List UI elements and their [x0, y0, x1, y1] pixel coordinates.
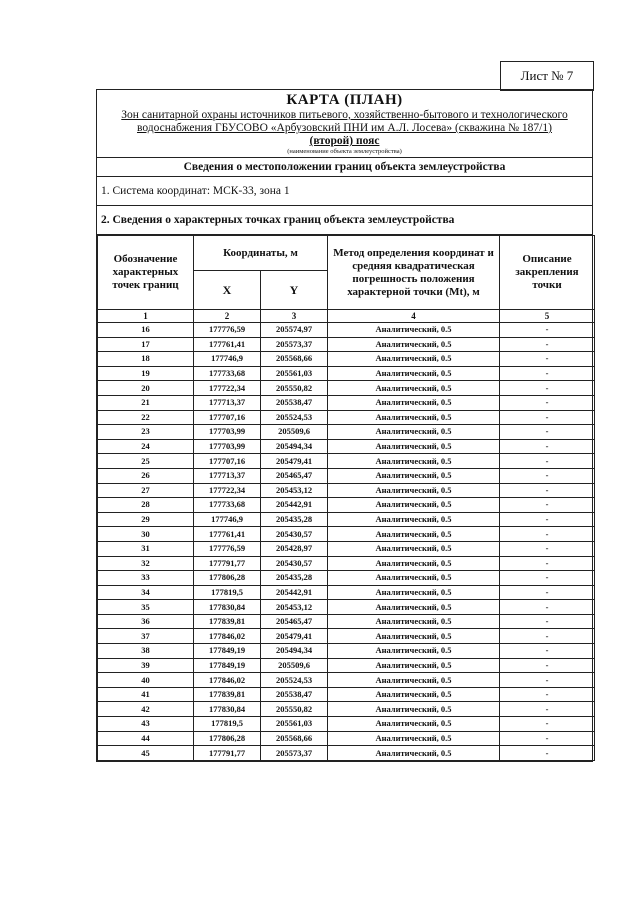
- column-number: 5: [500, 310, 595, 323]
- coord-x-cell: 177839,81: [194, 614, 261, 629]
- coord-y-cell: 205435,28: [261, 512, 328, 527]
- description-cell: -: [500, 614, 595, 629]
- table-row: [98, 717, 595, 732]
- header-x: X: [194, 271, 261, 310]
- coord-x-cell: 177713,37: [194, 468, 261, 483]
- coord-x-cell: 177746,9: [194, 352, 261, 367]
- point-number-cell: 26: [98, 468, 194, 483]
- coord-x-cell: 177733,68: [194, 366, 261, 381]
- table-row: [98, 527, 595, 542]
- point-number-cell: 20: [98, 381, 194, 396]
- coord-y-cell: 205509,6: [261, 425, 328, 440]
- method-cell: Аналитический, 0.5: [328, 658, 500, 673]
- method-cell: Аналитический, 0.5: [328, 585, 500, 600]
- point-number-cell: 43: [98, 717, 194, 732]
- method-cell: Аналитический, 0.5: [328, 498, 500, 513]
- coord-x-cell: 177761,41: [194, 527, 261, 542]
- point-number-cell: 25: [98, 454, 194, 469]
- coord-y-cell: 205479,41: [261, 454, 328, 469]
- coord-x-cell: 177733,68: [194, 498, 261, 513]
- method-cell: Аналитический, 0.5: [328, 439, 500, 454]
- point-number-cell: 18: [98, 352, 194, 367]
- method-cell: Аналитический, 0.5: [328, 571, 500, 586]
- point-number-cell: 42: [98, 702, 194, 717]
- table-row: [98, 352, 595, 367]
- method-cell: Аналитический, 0.5: [328, 483, 500, 498]
- method-cell: Аналитический, 0.5: [328, 673, 500, 688]
- coord-y-cell: 205428,97: [261, 541, 328, 556]
- description-cell: -: [500, 600, 595, 615]
- subtitle-line-1: Зон санитарной охраны источников питьевого, хозяйственно-бытового и технологического: [121, 109, 568, 121]
- point-number-cell: 40: [98, 673, 194, 688]
- coord-y-cell: 205568,66: [261, 731, 328, 746]
- header-designation: Обозначение характерных точек границ: [98, 236, 194, 310]
- object-note: (наименование объекта землеустройства): [287, 148, 402, 155]
- method-cell: Аналитический, 0.5: [328, 600, 500, 615]
- table-row: [98, 323, 595, 338]
- column-number: 4: [328, 310, 500, 323]
- table-row: [98, 629, 595, 644]
- coord-x-cell: 177791,77: [194, 556, 261, 571]
- document-header: [97, 90, 592, 158]
- coord-y-cell: 205524,53: [261, 673, 328, 688]
- point-number-cell: 36: [98, 614, 194, 629]
- point-number-cell: 27: [98, 483, 194, 498]
- table-row: [98, 498, 595, 513]
- section-title: Сведения о местоположении границ объекта землеустройства: [97, 158, 592, 177]
- coord-y-cell: 205538,47: [261, 687, 328, 702]
- coord-x-cell: 177707,16: [194, 454, 261, 469]
- header-method: Метод определения координат и средняя квадратическая погрешность положения характерной точки (Mt), м: [328, 236, 500, 310]
- coord-y-cell: 205442,91: [261, 585, 328, 600]
- method-cell: Аналитический, 0.5: [328, 687, 500, 702]
- table-row: [98, 687, 595, 702]
- description-cell: -: [500, 483, 595, 498]
- point-number-cell: 44: [98, 731, 194, 746]
- coord-y-cell: 205573,37: [261, 337, 328, 352]
- coord-y-cell: 205435,28: [261, 571, 328, 586]
- coord-y-cell: 205430,57: [261, 527, 328, 542]
- table-row: [98, 337, 595, 352]
- method-cell: Аналитический, 0.5: [328, 731, 500, 746]
- method-cell: Аналитический, 0.5: [328, 366, 500, 381]
- table-row: [98, 571, 595, 586]
- method-cell: Аналитический, 0.5: [328, 717, 500, 732]
- points-table: [97, 235, 595, 761]
- description-cell: -: [500, 731, 595, 746]
- coord-x-cell: 177713,37: [194, 395, 261, 410]
- table-row: [98, 746, 595, 761]
- description-cell: -: [500, 439, 595, 454]
- column-number: 1: [98, 310, 194, 323]
- method-cell: Аналитический, 0.5: [328, 410, 500, 425]
- description-cell: -: [500, 658, 595, 673]
- coord-x-cell: 177707,16: [194, 410, 261, 425]
- point-number-cell: 38: [98, 644, 194, 659]
- coord-x-cell: 177846,02: [194, 629, 261, 644]
- table-row: [98, 439, 595, 454]
- table-row: [98, 425, 595, 440]
- column-number: 3: [261, 310, 328, 323]
- table-row: [98, 366, 595, 381]
- method-cell: Аналитический, 0.5: [328, 556, 500, 571]
- point-number-cell: 30: [98, 527, 194, 542]
- header-description: Описание закрепления точки: [500, 236, 595, 310]
- method-cell: Аналитический, 0.5: [328, 395, 500, 410]
- description-cell: -: [500, 498, 595, 513]
- point-number-cell: 33: [98, 571, 194, 586]
- description-cell: -: [500, 352, 595, 367]
- coord-x-cell: 177722,34: [194, 381, 261, 396]
- point-number-cell: 29: [98, 512, 194, 527]
- coord-y-cell: 205465,47: [261, 614, 328, 629]
- point-number-cell: 31: [98, 541, 194, 556]
- table-row: [98, 381, 595, 396]
- zone-label: (второй) пояс: [309, 135, 380, 147]
- coord-x-cell: 177839,81: [194, 687, 261, 702]
- coord-y-cell: 205479,41: [261, 629, 328, 644]
- table-row: [98, 395, 595, 410]
- method-cell: Аналитический, 0.5: [328, 644, 500, 659]
- coord-x-cell: 177849,19: [194, 644, 261, 659]
- description-cell: -: [500, 702, 595, 717]
- coord-y-cell: 205524,53: [261, 410, 328, 425]
- coord-y-cell: 205442,91: [261, 498, 328, 513]
- description-cell: -: [500, 541, 595, 556]
- coord-y-cell: 205550,82: [261, 702, 328, 717]
- page-title: КАРТА (ПЛАН): [286, 92, 403, 108]
- coordinate-system: 1. Система координат: МСК-33, зона 1: [97, 177, 592, 206]
- method-cell: Аналитический, 0.5: [328, 541, 500, 556]
- coord-x-cell: 177791,77: [194, 746, 261, 761]
- description-cell: -: [500, 454, 595, 469]
- description-cell: -: [500, 527, 595, 542]
- table-row: [98, 702, 595, 717]
- method-cell: Аналитический, 0.5: [328, 323, 500, 338]
- description-cell: -: [500, 629, 595, 644]
- method-cell: Аналитический, 0.5: [328, 337, 500, 352]
- point-number-cell: 45: [98, 746, 194, 761]
- coord-x-cell: 177806,28: [194, 571, 261, 586]
- table-row: [98, 585, 595, 600]
- coord-y-cell: 205453,12: [261, 483, 328, 498]
- point-number-cell: 19: [98, 366, 194, 381]
- description-cell: -: [500, 585, 595, 600]
- method-cell: Аналитический, 0.5: [328, 629, 500, 644]
- method-cell: Аналитический, 0.5: [328, 614, 500, 629]
- coord-x-cell: 177830,84: [194, 702, 261, 717]
- table-row: [98, 468, 595, 483]
- table-row: [98, 731, 595, 746]
- description-cell: -: [500, 687, 595, 702]
- description-cell: -: [500, 323, 595, 338]
- description-cell: -: [500, 673, 595, 688]
- point-number-cell: 22: [98, 410, 194, 425]
- point-number-cell: 17: [98, 337, 194, 352]
- table-row: [98, 512, 595, 527]
- point-number-cell: 21: [98, 395, 194, 410]
- header-coordinates: Координаты, м: [194, 236, 328, 271]
- coord-x-cell: 177846,02: [194, 673, 261, 688]
- description-cell: -: [500, 746, 595, 761]
- table-row: [98, 614, 595, 629]
- coord-y-cell: 205509,6: [261, 658, 328, 673]
- description-cell: -: [500, 337, 595, 352]
- coord-y-cell: 205538,47: [261, 395, 328, 410]
- method-cell: Аналитический, 0.5: [328, 381, 500, 396]
- method-cell: Аналитический, 0.5: [328, 527, 500, 542]
- description-cell: -: [500, 425, 595, 440]
- table-row: [98, 644, 595, 659]
- coord-y-cell: 205430,57: [261, 556, 328, 571]
- description-cell: -: [500, 381, 595, 396]
- subtitle-line-2: водоснабжения ГБУСОВО «Арбузовский ПНИ им А.Л. Лосева» (скважина № 187/1): [137, 122, 552, 134]
- table-row: [98, 658, 595, 673]
- coord-y-cell: 205494,34: [261, 439, 328, 454]
- method-cell: Аналитический, 0.5: [328, 512, 500, 527]
- points-table-body: [98, 323, 595, 761]
- point-number-cell: 35: [98, 600, 194, 615]
- document-frame: [96, 89, 593, 762]
- point-number-cell: 16: [98, 323, 194, 338]
- coord-y-cell: 205573,37: [261, 746, 328, 761]
- table-row: [98, 410, 595, 425]
- coord-y-cell: 205465,47: [261, 468, 328, 483]
- method-cell: Аналитический, 0.5: [328, 702, 500, 717]
- coord-x-cell: 177761,41: [194, 337, 261, 352]
- column-number: 2: [194, 310, 261, 323]
- coord-x-cell: 177776,59: [194, 541, 261, 556]
- coord-y-cell: 205550,82: [261, 381, 328, 396]
- coord-y-cell: 205453,12: [261, 600, 328, 615]
- method-cell: Аналитический, 0.5: [328, 352, 500, 367]
- description-cell: -: [500, 571, 595, 586]
- table-row: [98, 673, 595, 688]
- table-row: [98, 483, 595, 498]
- method-cell: Аналитический, 0.5: [328, 746, 500, 761]
- table-row: [98, 541, 595, 556]
- coord-x-cell: 177819,5: [194, 585, 261, 600]
- coord-y-cell: 205494,34: [261, 644, 328, 659]
- description-cell: -: [500, 717, 595, 732]
- coord-x-cell: 177746,9: [194, 512, 261, 527]
- point-number-cell: 41: [98, 687, 194, 702]
- description-cell: -: [500, 366, 595, 381]
- method-cell: Аналитический, 0.5: [328, 425, 500, 440]
- coord-x-cell: 177722,34: [194, 483, 261, 498]
- points-title: 2. Сведения о характерных точках границ объекта землеустройства: [97, 206, 592, 235]
- table-row: [98, 556, 595, 571]
- coord-x-cell: 177703,99: [194, 439, 261, 454]
- point-number-cell: 24: [98, 439, 194, 454]
- description-cell: -: [500, 512, 595, 527]
- point-number-cell: 23: [98, 425, 194, 440]
- point-number-cell: 28: [98, 498, 194, 513]
- description-cell: -: [500, 468, 595, 483]
- coord-y-cell: 205561,03: [261, 717, 328, 732]
- point-number-cell: 39: [98, 658, 194, 673]
- description-cell: -: [500, 644, 595, 659]
- table-row: [98, 454, 595, 469]
- coord-x-cell: 177830,84: [194, 600, 261, 615]
- point-number-cell: 34: [98, 585, 194, 600]
- table-row: [98, 600, 595, 615]
- point-number-cell: 32: [98, 556, 194, 571]
- coord-x-cell: 177703,99: [194, 425, 261, 440]
- description-cell: -: [500, 556, 595, 571]
- method-cell: Аналитический, 0.5: [328, 468, 500, 483]
- point-number-cell: 37: [98, 629, 194, 644]
- coord-y-cell: 205568,66: [261, 352, 328, 367]
- method-cell: Аналитический, 0.5: [328, 454, 500, 469]
- coord-y-cell: 205574,97: [261, 323, 328, 338]
- sheet-number: Лист № 7: [500, 61, 594, 91]
- description-cell: -: [500, 410, 595, 425]
- coord-x-cell: 177819,5: [194, 717, 261, 732]
- coord-x-cell: 177776,59: [194, 323, 261, 338]
- coord-x-cell: 177849,19: [194, 658, 261, 673]
- coord-y-cell: 205561,03: [261, 366, 328, 381]
- header-y: Y: [261, 271, 328, 310]
- description-cell: -: [500, 395, 595, 410]
- coord-x-cell: 177806,28: [194, 731, 261, 746]
